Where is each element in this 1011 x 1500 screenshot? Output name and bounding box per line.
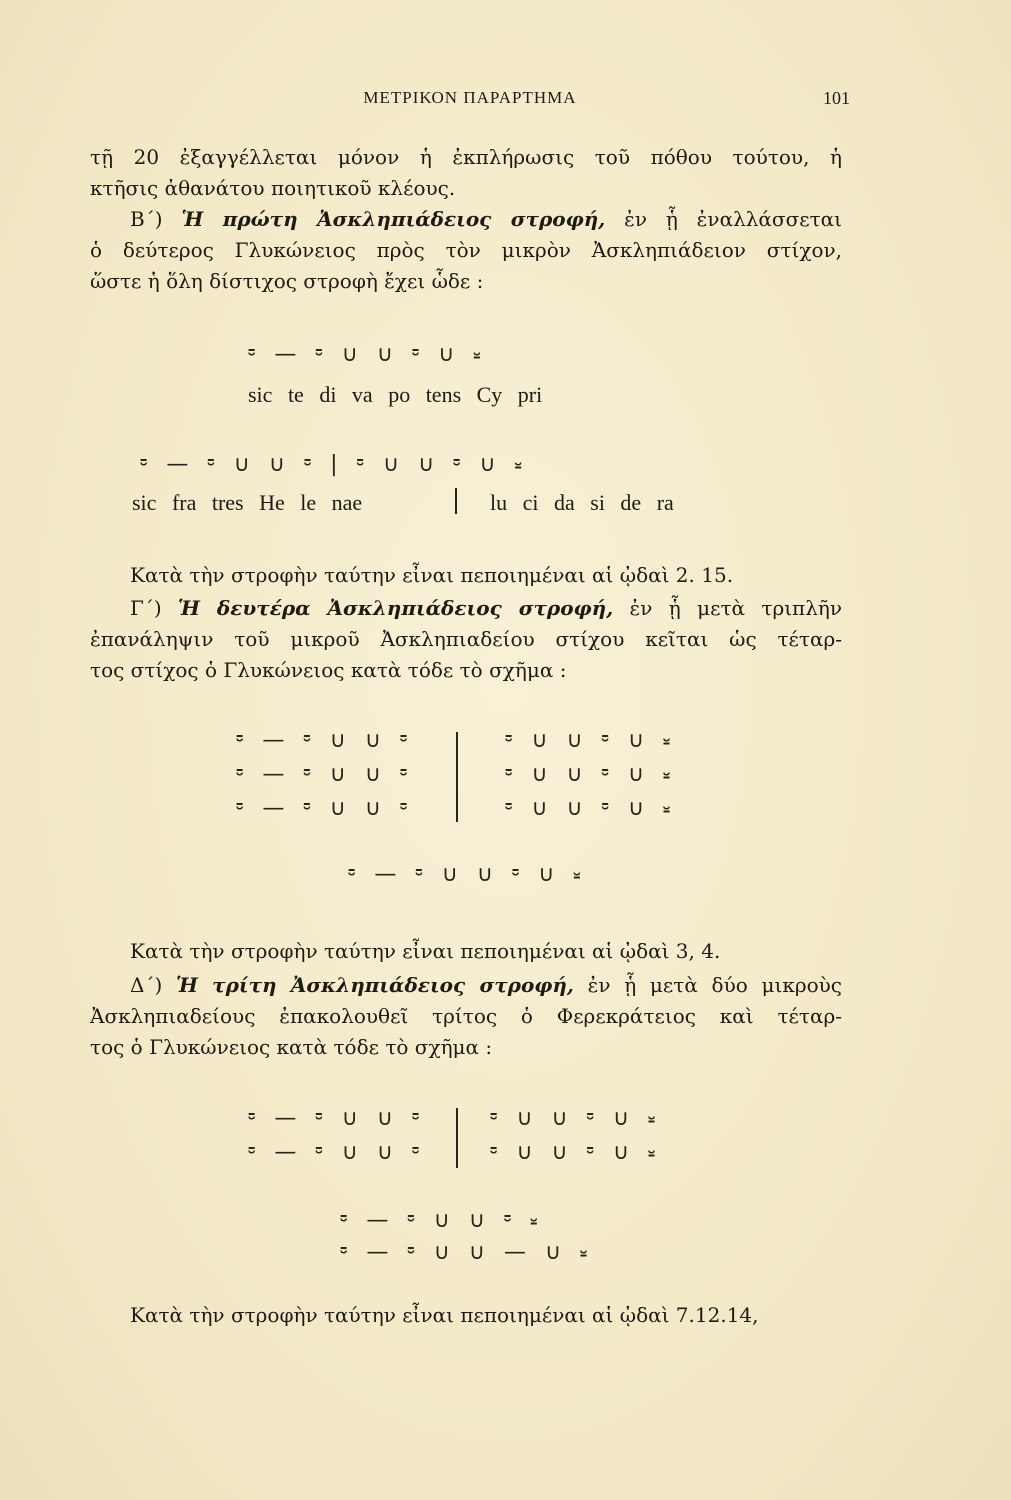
section-d-heading: Ἡ τρίτη Ἀσκληπιάδειος στροφή, <box>175 973 574 997</box>
intro-paragraph <box>90 142 842 204</box>
header-title: ΜΕΤΡΙΚΟΝ ΠΑΡΑΡΤΗΜΑ <box>363 88 577 107</box>
section-b-text: ἐν ᾗ ἐναλλάσσεται <box>624 207 843 231</box>
section-b-odes <box>90 560 842 591</box>
scheme-c-left-2: ⏒ — ⏒ ∪ ∪ ⏒ <box>236 762 414 787</box>
scheme-c-left-1: ⏒ — ⏒ ∪ ∪ ⏒ <box>236 728 414 753</box>
section-d-odes <box>90 1300 842 1331</box>
section-b-line-3: ὥστε ἡ ὅλη δίστιχος στροφὴ ἔχει ὧδε : <box>90 269 484 293</box>
section-c-line-2: ἐπανάληψιν τοῦ μικροῦ Ἀσκληπιαδείου στίχου κεῖται ὡς τέταρ- <box>90 627 842 651</box>
section-c-odes <box>90 936 842 967</box>
scheme-d-glyconic: ⏒ — ⏒ ∪ ∪ — ∪ ⏓ <box>340 1240 594 1265</box>
section-d-paragraph <box>90 970 842 1063</box>
scheme-c-left-3: ⏒ — ⏒ ∪ ∪ ⏒ <box>236 796 414 821</box>
latin-verse-b-1: sic te di va po tens Cy pri <box>248 382 543 407</box>
section-d-line-1 <box>90 970 842 1001</box>
running-header <box>90 88 850 118</box>
section-c-paragraph <box>90 593 842 686</box>
section-c-odes-text: Κατὰ τὴν στροφὴν ταύτην εἶναι πεποιημέναι αἱ ᾠδαὶ 3, 4. <box>130 939 721 963</box>
scheme-d-right-1: ⏒ ∪ ∪ ⏒ ∪ ⏓ <box>490 1106 662 1131</box>
section-c-line-3: τος στίχος ὁ Γλυκώνειος κατὰ τόδε τὸ σχῆμα : <box>90 658 567 682</box>
intro-line-1: τῇ 20 ἐξαγγέλλεται μόνον ἡ ἐκπλήρωσις τοῦ πόθου τούτου, ἡ <box>90 145 842 169</box>
intro-line-2: κτῆσις ἀθανάτου ποιητικοῦ κλέους. <box>90 176 456 200</box>
section-d-line-2: Ἀσκληπιαδείους ἐπακολουθεῖ τρίτος ὁ Φερεκράτειος καὶ τέταρ- <box>90 1004 842 1028</box>
scheme-c-glyconic: ⏒ — ⏒ ∪ ∪ ⏒ ∪ ⏓ <box>348 862 587 887</box>
scheme-d-pherecratean: ⏒ — ⏒ ∪ ∪ ⏒ ⏓ <box>340 1208 544 1233</box>
section-c-text: ἐν ᾗ μετὰ τριπλῆν <box>629 596 843 620</box>
scheme-c-right-1: ⏒ ∪ ∪ ⏒ ∪ ⏓ <box>505 728 677 753</box>
section-c-line-1 <box>90 593 842 624</box>
section-d-line-3: τος ὁ Γλυκώνειος κατὰ τόδε τὸ σχῆμα : <box>90 1035 493 1059</box>
section-d-label: Δ΄) <box>130 973 163 997</box>
scheme-c-divider <box>456 732 458 822</box>
caesura-bar <box>455 488 457 514</box>
section-c-heading: Ἡ δευτέρα Ἀσκληπιάδειος στροφή, <box>178 596 614 620</box>
section-b-line-2: ὁ δεύτερος Γλυκώνειος πρὸς τὸν μικρὸν Ἀσκληπιάδειον στίχον, <box>90 238 842 262</box>
scheme-d-divider <box>456 1108 458 1168</box>
latin-verse-b-2a: sic fra tres He le nae <box>132 490 363 515</box>
section-b-label: Β΄) <box>130 207 163 231</box>
scheme-c-right-2: ⏒ ∪ ∪ ⏒ ∪ ⏓ <box>505 762 677 787</box>
scheme-d-left-1: ⏒ — ⏒ ∪ ∪ ⏒ <box>248 1106 426 1131</box>
section-b-paragraph <box>90 204 842 297</box>
section-d-text: ἐν ᾗ μετὰ δύο μικροὺς <box>587 973 843 997</box>
page-number: 101 <box>823 88 850 108</box>
metrical-scheme-b-1: ⏒ — ⏒ ∪ ∪ ⏒ ∪ ⏓ <box>248 342 487 367</box>
scheme-c-right-3: ⏒ ∪ ∪ ⏒ ∪ ⏓ <box>505 796 677 821</box>
metrical-scheme-b-2: ⏒ — ⏒ ∪ ∪ ⏒ | ⏒ ∪ ∪ ⏒ ∪ ⏓ <box>140 452 528 477</box>
section-b-heading: Ἡ πρώτη Ἀσκληπιάδειος στροφή, <box>181 207 606 231</box>
scheme-d-left-2: ⏒ — ⏒ ∪ ∪ ⏒ <box>248 1140 426 1165</box>
section-b-odes-text: Κατὰ τὴν στροφὴν ταύτην εἶναι πεποιημέναι αἱ ᾠδαὶ 2. 15. <box>130 563 734 587</box>
scheme-d-right-2: ⏒ ∪ ∪ ⏒ ∪ ⏓ <box>490 1140 662 1165</box>
section-d-odes-text: Κατὰ τὴν στροφὴν ταύτην εἶναι πεποιημέναι αἱ ᾠδαὶ 7.12.14, <box>130 1303 759 1327</box>
section-c-label: Γ΄) <box>130 596 162 620</box>
latin-verse-b-2b: lu ci da si de ra <box>490 490 674 515</box>
section-b-line-1 <box>90 204 842 235</box>
